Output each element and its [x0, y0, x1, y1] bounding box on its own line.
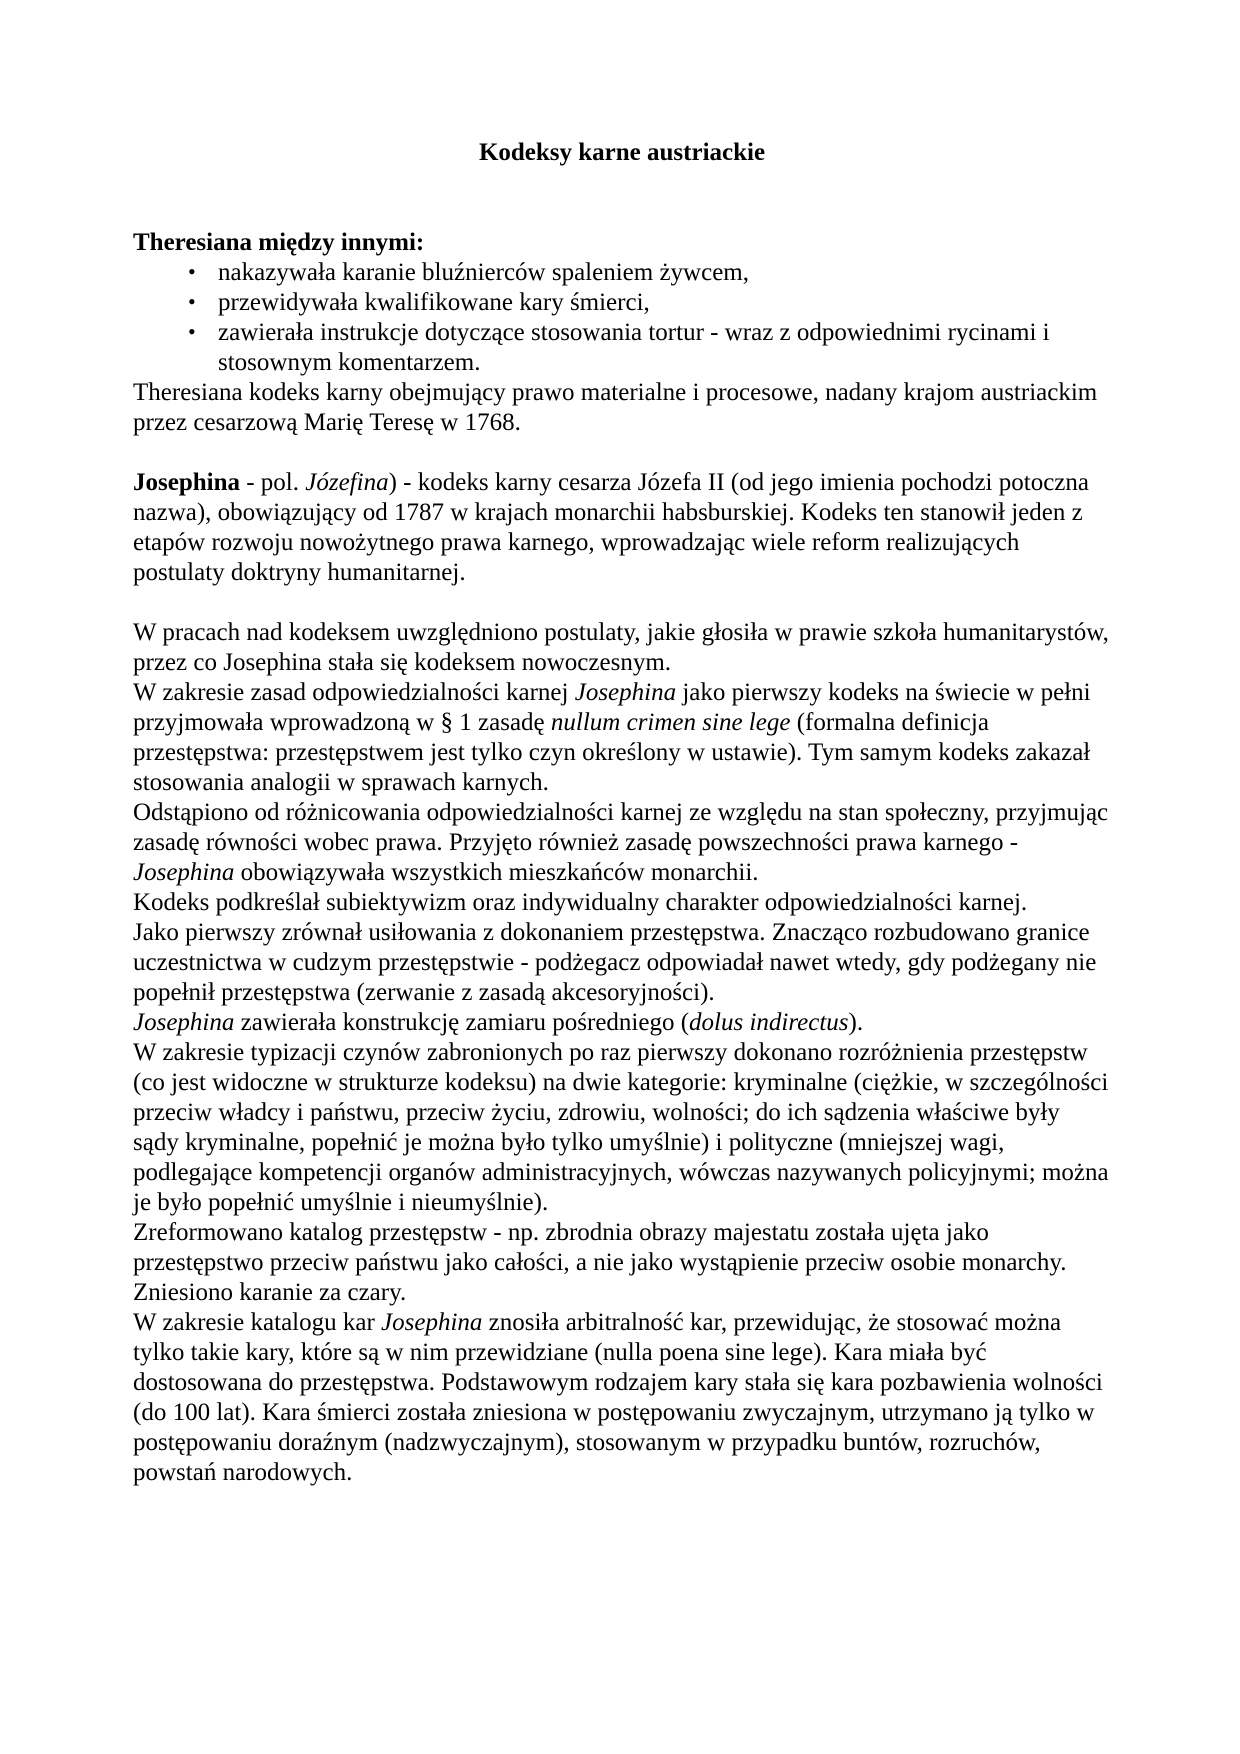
text-run: nakazywała karanie bluźnierców spaleniem żywcem, — [218, 259, 749, 286]
paragraph — [133, 888, 1111, 918]
text-run: (formalna definicja przestępstwa: przestępstwem jest tylko czyn określony w ustawie). Tym samym kodeks zakazał stosowania analogii w sprawach karnych. — [133, 709, 1091, 796]
text-run: Josephina — [574, 679, 677, 706]
text-run: dolus indirectus — [689, 1009, 849, 1036]
paragraph — [133, 678, 1111, 798]
text-run: W zakresie typizacji czynów zabronionych po raz pierwszy dokonano rozróżnienia przestępstw (co jest widoczne w strukturze kodeksu) na dwie kategorie: kryminalne (ciężkie, w szczególności przeciw władcy i państwu, przeciw życiu, zdrowiu, wolności; do ich sądzenia właściwe były sądy kryminalne, popełnić je można było tylko umyślnie) i polityczne (mniejszej wagi, podlegające kompetencji organów administracyjnych, wówczas nazywanych policyjnymi; można je było popełnić umyślnie i nieumyślnie). — [133, 1039, 1109, 1216]
text-run: Josephina — [133, 469, 240, 496]
text-run: Jako pierwszy zrównał usiłowania z dokonaniem przestępstwa. Znacząco rozbudowano granice uczestnictwa w cudzym przestępstwie - podżegacz odpowiadał nawet wtedy, gdy podżegany nie popełnił przestępstwa (zerwanie z zasadą akcesoryjności). — [133, 919, 1097, 1006]
text-run: W zakresie zasad odpowiedzialności karnej — [133, 679, 575, 706]
text-run: nullum crimen sine lege — [550, 709, 791, 736]
list-item-text — [218, 259, 749, 286]
list-item-text — [218, 289, 650, 316]
text-run: - pol. — [239, 469, 306, 496]
text-run: W pracach nad kodeksem uwzględniono postulaty, jakie głosiła w prawie szkoła humanitarystów, przez co Josephina stała się kodeksem nowoczesnym. — [133, 619, 1109, 676]
list-item-text — [218, 319, 1050, 376]
text-run: ). — [848, 1009, 864, 1036]
paragraph — [133, 1008, 1111, 1038]
text-run: Kodeks podkreślał subiektywizm oraz indywidualny charakter odpowiedzialności karnej. — [133, 889, 1028, 916]
document-content — [133, 138, 1111, 1488]
paragraph — [133, 378, 1111, 438]
paragraph — [133, 1038, 1111, 1218]
list-item — [133, 288, 1111, 318]
text-run: zawierała konstrukcję zamiaru pośredniego ( — [234, 1009, 690, 1036]
bullet-icon: • — [188, 289, 196, 314]
text-run: znosiła arbitralność kar, przewidując, że stosować można tylko takie kary, które są w nim przewidziane (nulla poena sine lege). Kara miała być dostosowana do przestępstwa. Podstawowym rodzajem kary stała się kara pozbawienia wolności (do 100 lat). Kara śmierci została zniesiona w postępowaniu zwyczajnym, utrzymano ją tylko w postępowaniu doraźnym (nadzwyczajnym), stosowanym w przypadku buntów, rozruchów, powstań narodowych. — [133, 1309, 1103, 1486]
document-body — [133, 228, 1111, 1488]
text-run: Zreformowano katalog przestępstw - np. zbrodnia obrazy majestatu została ujęta jako przestępstwo przeciw państwu jako całości, a nie jako wystąpienie przeciw osobie monarchy. — [133, 1219, 1067, 1276]
paragraph — [133, 618, 1111, 678]
text-run: przewidywała kwalifikowane kary śmierci, — [218, 289, 650, 316]
document-title: Kodeksy karne austriackie — [478, 139, 766, 166]
bullet-icon: • — [188, 319, 196, 344]
list-item — [133, 258, 1111, 288]
section-heading — [133, 228, 1111, 258]
text-run: Odstąpiono od różnicowania odpowiedzialności karnej ze względu na stan społeczny, przyjmując zasadę równości wobec prawa. Przyjęto również zasadę powszechności prawa karnego - — [133, 799, 1109, 856]
text-run: Theresiana między innymi: — [133, 229, 425, 256]
paragraph — [133, 1278, 1111, 1308]
text-run: Josephina — [381, 1309, 483, 1336]
text-run: ) - kodeks karny cesarza Józefa II (od jego imienia pochodzi potoczna nazwa), obowiązujący od 1787 w krajach monarchii habsburskiej. Kodeks ten stanowił jeden z etapów rozwoju nowożytnego prawa karnego, wprowadzając wiele reform realizujących postulaty doktryny humanitarnej. — [133, 469, 1089, 586]
bullet-icon: • — [188, 259, 196, 284]
bullet-list — [133, 258, 1111, 378]
paragraph — [133, 918, 1111, 1008]
text-run: Zniesiono karanie za czary. — [133, 1279, 407, 1306]
paragraph — [133, 1308, 1111, 1488]
paragraph — [133, 468, 1111, 588]
text-run: Josephina — [133, 1009, 235, 1036]
text-run: Josephina — [133, 859, 235, 886]
text-run: jako pierwszy kodeks na świecie w pełni przyjmowała wprowadzoną w § 1 zasadę — [133, 679, 1091, 736]
text-run: Józefina — [305, 469, 389, 496]
text-run: Theresiana kodeks karny obejmujący prawo materialne i procesowe, nadany krajom austriackim przez cesarzową Marię Teresę w 1768. — [133, 379, 1098, 436]
text-run: obowiązywała wszystkich mieszkańców monarchii. — [234, 859, 759, 886]
paragraph-spacer — [133, 438, 1111, 468]
paragraph — [133, 1218, 1111, 1278]
paragraph-spacer — [133, 588, 1111, 618]
text-run: W zakresie katalogu kar — [133, 1309, 382, 1336]
text-run: zawierała instrukcje dotyczące stosowania tortur - wraz z odpowiednimi rycinami i stosownym komentarzem. — [218, 319, 1050, 376]
list-item — [133, 318, 1111, 378]
paragraph — [133, 798, 1111, 888]
